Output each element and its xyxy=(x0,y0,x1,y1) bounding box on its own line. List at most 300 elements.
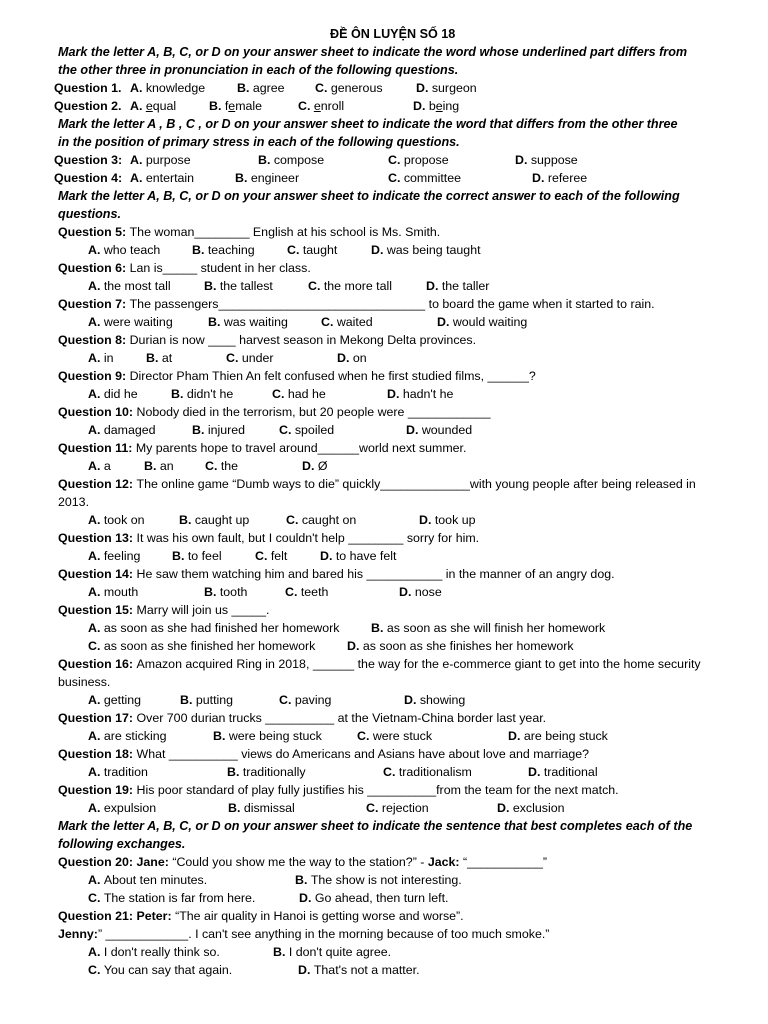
answer-option xyxy=(88,350,114,366)
question-continuation: 2013. xyxy=(58,495,90,509)
question-stem xyxy=(58,710,546,726)
answer-option xyxy=(287,242,337,258)
option-letter: A. xyxy=(88,315,104,329)
option-text: had he xyxy=(287,387,326,401)
answer-option xyxy=(388,170,461,186)
underlined-letter: e xyxy=(313,99,321,113)
answer-option xyxy=(497,800,565,816)
answer-option xyxy=(299,890,448,906)
answer-option xyxy=(204,584,247,600)
answer-option xyxy=(272,386,326,402)
option-letter: A. xyxy=(130,171,146,185)
option-letter: A. xyxy=(88,801,104,815)
option-text: as soon as she will finish her homework xyxy=(386,621,606,635)
option-text: are sticking xyxy=(103,729,167,743)
question-label: Question 18: xyxy=(58,747,137,761)
option-text: referee xyxy=(547,171,588,185)
option-text: I don't really think so. xyxy=(103,945,220,959)
underlined-letter: g xyxy=(449,81,456,95)
option-letter: C. xyxy=(279,423,295,437)
option-letter: D. xyxy=(508,729,524,743)
question-text: Director Pham Thien An felt confused when he first studied films, ______? xyxy=(129,369,536,383)
question-stem xyxy=(54,98,125,114)
option-text-pre: knowled xyxy=(145,81,192,95)
answer-option xyxy=(285,584,328,600)
instruction-line: questions. xyxy=(58,207,121,221)
option-text: was being taught xyxy=(386,243,481,257)
answer-option xyxy=(383,764,472,780)
question-text: It was his own fault, but I couldn't help ________ sorry for him. xyxy=(136,531,480,545)
option-text: caught up xyxy=(194,513,250,527)
option-text: are being stuck xyxy=(523,729,608,743)
answer-option xyxy=(437,314,527,330)
answer-option xyxy=(192,422,245,438)
question-stem xyxy=(54,152,126,168)
question-stem xyxy=(58,746,589,762)
option-text-post: eon xyxy=(455,81,477,95)
option-letter: D. xyxy=(413,99,429,113)
answer-option xyxy=(404,692,465,708)
option-letter: B. xyxy=(228,801,244,815)
answer-option xyxy=(515,152,578,168)
question-label: Question 9: xyxy=(58,369,130,383)
option-text: That's not a matter. xyxy=(313,963,420,977)
answer-option xyxy=(204,278,273,294)
option-text: suppose xyxy=(530,153,578,167)
option-text-pre: sur xyxy=(431,81,450,95)
option-text: traditional xyxy=(543,765,598,779)
answer-option xyxy=(146,350,172,366)
answer-option xyxy=(528,764,598,780)
option-text: were being stuck xyxy=(228,729,322,743)
speaker-name: Jenny: xyxy=(58,927,98,941)
option-text: at xyxy=(161,351,173,365)
option-letter: A. xyxy=(88,765,104,779)
question-stem xyxy=(58,530,479,546)
option-text: teaching xyxy=(207,243,255,257)
option-letter: D. xyxy=(337,351,353,365)
option-letter: B. xyxy=(273,945,289,959)
answer-option xyxy=(88,872,207,888)
answer-option xyxy=(130,80,205,96)
question-stem xyxy=(58,404,491,420)
option-text: an xyxy=(159,459,174,473)
option-letter: D. xyxy=(387,387,403,401)
option-letter: B. xyxy=(209,99,225,113)
answer-option xyxy=(88,548,140,564)
answer-option xyxy=(88,638,315,654)
question-text: The passengers______________________________ to board the game when it started to rain. xyxy=(129,297,655,311)
option-letter: C. xyxy=(298,99,314,113)
option-letter: C. xyxy=(279,693,295,707)
question-label: Question 11: xyxy=(58,441,136,455)
question-stem xyxy=(58,296,655,312)
answer-option xyxy=(130,98,176,114)
answer-option xyxy=(258,152,324,168)
answer-option xyxy=(273,944,391,960)
answer-option xyxy=(237,80,285,96)
option-text: as soon as she finished her homework xyxy=(103,639,316,653)
option-text: were stuck xyxy=(372,729,433,743)
option-text-post: nroll xyxy=(320,99,345,113)
question-label: Question 21: xyxy=(58,909,137,923)
instruction-line: Mark the letter A, B, C, or D on your answer sheet to indicate the correct answer to each of the following xyxy=(58,189,680,203)
option-letter: C. xyxy=(286,513,302,527)
option-text: the most tall xyxy=(103,279,171,293)
option-letter: D. xyxy=(406,423,422,437)
answer-option xyxy=(88,944,220,960)
answer-option xyxy=(88,620,339,636)
option-letter: B. xyxy=(295,873,311,887)
option-letter: C. xyxy=(226,351,242,365)
option-letter: A. xyxy=(88,621,104,635)
option-text: was waiting xyxy=(223,315,288,329)
option-text: Go ahead, then turn left. xyxy=(314,891,449,905)
question-label: Question 6: xyxy=(58,261,130,275)
underlined-letter: g xyxy=(330,81,338,95)
option-letter: D. xyxy=(497,801,513,815)
option-text: paving xyxy=(294,693,332,707)
option-letter: B. xyxy=(179,513,195,527)
speaker-name: Jane: xyxy=(136,855,169,869)
answer-option xyxy=(315,80,383,96)
question-label: Question 3: xyxy=(54,153,126,167)
answer-option xyxy=(279,692,331,708)
option-letter: B. xyxy=(192,243,208,257)
option-letter: A. xyxy=(88,423,104,437)
option-text: engineer xyxy=(250,171,300,185)
question-continuation: business. xyxy=(58,675,111,689)
dialogue-line xyxy=(58,908,464,924)
question-label: Question 12: xyxy=(58,477,137,491)
option-letter: D. xyxy=(404,693,420,707)
option-letter: D. xyxy=(347,639,363,653)
option-text: entertain xyxy=(145,171,195,185)
answer-option xyxy=(88,692,141,708)
dialogue-line xyxy=(58,854,547,870)
question-text: Durian is now ____ harvest season in Mekong Delta provinces. xyxy=(129,333,477,347)
answer-option xyxy=(279,422,334,438)
answer-option xyxy=(406,422,472,438)
option-text-post: male xyxy=(235,99,263,113)
option-text: as soon as she had finished her homework xyxy=(103,621,340,635)
answer-option xyxy=(130,170,194,186)
question-label: Question 17: xyxy=(58,711,137,725)
answer-option xyxy=(371,242,481,258)
answer-option xyxy=(321,314,373,330)
question-text: Marry will join us _____. xyxy=(136,603,270,617)
option-text-post: ree xyxy=(266,81,285,95)
option-letter: B. xyxy=(371,621,387,635)
answer-option xyxy=(298,98,344,114)
answer-option xyxy=(399,584,442,600)
option-letter: A. xyxy=(88,549,104,563)
option-letter: C. xyxy=(315,81,331,95)
underlined-letter: e xyxy=(228,99,236,113)
underlined-letter: e xyxy=(145,99,153,113)
option-text: took on xyxy=(103,513,145,527)
option-letter: B. xyxy=(192,423,208,437)
answer-option xyxy=(337,350,367,366)
option-text: a xyxy=(103,459,111,473)
question-text: What __________ views do Americans and Asians have about love and marriage? xyxy=(136,747,590,761)
option-letter: B. xyxy=(204,279,220,293)
question-label: Question 16: xyxy=(58,657,137,671)
option-letter: A. xyxy=(88,387,104,401)
option-text: nose xyxy=(414,585,442,599)
answer-option xyxy=(416,80,477,96)
option-text: in xyxy=(103,351,114,365)
option-text: propose xyxy=(403,153,449,167)
question-label: Question 20: xyxy=(58,855,137,869)
answer-option xyxy=(286,512,356,528)
option-text: caught on xyxy=(301,513,357,527)
option-text: Ø xyxy=(317,459,328,473)
question-text: Over 700 durian trucks __________ at the Vietnam-China border last year. xyxy=(136,711,547,725)
option-text: About ten minutes. xyxy=(103,873,208,887)
answer-option xyxy=(88,512,145,528)
question-text: Nobody died in the terrorism, but 20 people were ____________ xyxy=(136,405,491,419)
option-text: committee xyxy=(403,171,461,185)
question-text: The woman________ English at his school is Ms. Smith. xyxy=(129,225,441,239)
option-letter: D. xyxy=(371,243,387,257)
question-stem xyxy=(54,80,125,96)
option-text: the tallest xyxy=(219,279,273,293)
answer-option xyxy=(508,728,608,744)
dialogue-text: “___________” xyxy=(459,855,548,869)
option-text: compose xyxy=(273,153,325,167)
option-letter: C. xyxy=(357,729,373,743)
option-letter: A. xyxy=(88,351,104,365)
option-text: exclusion xyxy=(512,801,565,815)
option-text: as soon as she finishes her homework xyxy=(362,639,574,653)
dialogue-line xyxy=(58,926,549,942)
answer-option xyxy=(192,242,255,258)
option-letter: A. xyxy=(130,81,146,95)
question-label: Question 10: xyxy=(58,405,137,419)
option-text: to have felt xyxy=(335,549,397,563)
option-text: mouth xyxy=(103,585,139,599)
option-text: did he xyxy=(103,387,138,401)
option-letter: A. xyxy=(88,279,104,293)
option-letter: C. xyxy=(272,387,288,401)
question-label: Question 8: xyxy=(58,333,130,347)
option-letter: A. xyxy=(88,693,104,707)
answer-option xyxy=(347,638,574,654)
answer-option xyxy=(144,458,174,474)
question-stem xyxy=(58,332,476,348)
option-text: hadn't he xyxy=(402,387,454,401)
option-letter: A. xyxy=(88,585,104,599)
underlined-letter: e xyxy=(435,99,443,113)
answer-option xyxy=(419,512,476,528)
dialogue-text: “The air quality in Hanoi is getting worse and worse”. xyxy=(171,909,464,923)
answer-option xyxy=(366,800,429,816)
page-title: ĐỀ ÔN LUYỆN SỐ 18 xyxy=(330,27,456,41)
instruction-line: Mark the letter A, B, C, or D on your answer sheet to indicate the sentence that best completes each of the xyxy=(58,819,693,833)
option-letter: A. xyxy=(88,945,104,959)
instruction-line: following exchanges. xyxy=(58,837,186,851)
option-letter: B. xyxy=(180,693,196,707)
option-text: damaged xyxy=(103,423,156,437)
answer-option xyxy=(226,350,274,366)
answer-option xyxy=(171,386,233,402)
option-text: rejection xyxy=(381,801,429,815)
question-label: Question 19: xyxy=(58,783,137,797)
answer-option xyxy=(88,278,171,294)
option-letter: A. xyxy=(88,729,104,743)
option-text: showing xyxy=(419,693,466,707)
option-letter: A. xyxy=(88,513,104,527)
answer-option xyxy=(228,800,295,816)
option-letter: B. xyxy=(172,549,188,563)
instruction-line: in the position of primary stress in each of the following questions. xyxy=(58,135,460,149)
option-letter: A. xyxy=(88,873,104,887)
answer-option xyxy=(88,386,138,402)
option-text-post: ing xyxy=(442,99,460,113)
option-text: waited xyxy=(336,315,373,329)
option-text: traditionalism xyxy=(398,765,472,779)
option-text: purpose xyxy=(145,153,191,167)
underlined-letter: g xyxy=(259,81,267,95)
answer-option xyxy=(209,98,262,114)
answer-option xyxy=(205,458,238,474)
question-text: His poor standard of play fully justifies his __________from the team for the next match. xyxy=(136,783,619,797)
answer-option xyxy=(88,458,111,474)
question-stem xyxy=(58,656,701,672)
option-text: injured xyxy=(207,423,246,437)
instruction-line: Mark the letter A, B, C, or D on your answer sheet to indicate the word whose underlined part differs from xyxy=(58,45,688,59)
instruction-line: Mark the letter A , B , C , or D on your answer sheet to indicate the word that differs from the other three xyxy=(58,117,678,131)
answer-option xyxy=(88,242,160,258)
question-label: Question 7: xyxy=(58,297,130,311)
option-text: tooth xyxy=(219,585,248,599)
option-letter: B. xyxy=(213,729,229,743)
question-label: Question 4: xyxy=(54,171,126,185)
option-letter: C. xyxy=(255,549,271,563)
answer-option xyxy=(130,152,191,168)
speaker-name: Jack: xyxy=(427,855,460,869)
option-letter: B. xyxy=(171,387,187,401)
option-text: wounded xyxy=(421,423,473,437)
option-letter: D. xyxy=(532,171,548,185)
question-text: Lan is_____ student in her class. xyxy=(129,261,311,275)
option-letter: C. xyxy=(388,171,404,185)
answer-option xyxy=(88,584,138,600)
option-text: on xyxy=(352,351,367,365)
answer-option xyxy=(371,620,605,636)
question-label: Question 2. xyxy=(54,99,125,113)
question-text: Amazon acquired Ring in 2018, ______ the way for the e-commerce giant to get into the home security xyxy=(136,657,701,671)
option-letter: A. xyxy=(88,243,104,257)
option-text: taught xyxy=(302,243,338,257)
option-letter: A. xyxy=(130,153,146,167)
question-label: Question 5: xyxy=(58,225,130,239)
question-stem xyxy=(54,170,126,186)
answer-option xyxy=(88,422,156,438)
question-text: The online game “Dumb ways to die” quickly_____________with young people after being released in xyxy=(136,477,696,491)
option-text: to feel xyxy=(187,549,222,563)
dialogue-text: “Could you show me the way to the station?” - xyxy=(168,855,428,869)
option-letter: B. xyxy=(235,171,251,185)
option-letter: D. xyxy=(416,81,432,95)
option-text: the more tall xyxy=(323,279,393,293)
option-letter: B. xyxy=(258,153,274,167)
option-letter: B. xyxy=(144,459,160,473)
question-stem xyxy=(58,566,615,582)
question-stem xyxy=(58,602,269,618)
answer-option xyxy=(357,728,432,744)
option-letter: D. xyxy=(528,765,544,779)
question-stem xyxy=(58,368,536,384)
answer-option xyxy=(295,872,462,888)
answer-option xyxy=(88,800,156,816)
underlined-letter: g xyxy=(191,81,199,95)
speaker-name: Peter: xyxy=(136,909,172,923)
option-letter: B. xyxy=(227,765,243,779)
option-letter: C. xyxy=(366,801,382,815)
option-letter: D. xyxy=(302,459,318,473)
answer-option xyxy=(227,764,306,780)
answer-option xyxy=(426,278,489,294)
option-text: dismissal xyxy=(243,801,295,815)
option-letter: D. xyxy=(399,585,415,599)
option-text-pre: b xyxy=(428,99,436,113)
option-text: The show is not interesting. xyxy=(310,873,462,887)
option-letter: B. xyxy=(146,351,162,365)
option-text-post: qual xyxy=(152,99,177,113)
option-text: would waiting xyxy=(452,315,528,329)
option-letter: C. xyxy=(388,153,404,167)
option-letter: C. xyxy=(88,891,104,905)
option-text-pre: f xyxy=(224,99,229,113)
instruction-line: the other three in pronunciation in each of the following questions. xyxy=(58,63,459,77)
answer-option xyxy=(213,728,322,744)
question-stem xyxy=(58,440,466,456)
answer-option xyxy=(387,386,453,402)
answer-option xyxy=(179,512,249,528)
answer-option xyxy=(88,962,232,978)
answer-option xyxy=(320,548,396,564)
option-letter: A. xyxy=(130,99,146,113)
option-letter: C. xyxy=(383,765,399,779)
option-letter: B. xyxy=(208,315,224,329)
answer-option xyxy=(413,98,459,114)
question-label: Question 15: xyxy=(58,603,137,617)
answer-option xyxy=(235,170,299,186)
dialogue-text: ” ____________. I can't see anything in the morning because of too much smoke.” xyxy=(97,927,550,941)
option-text: feeling xyxy=(103,549,141,563)
option-letter: C. xyxy=(285,585,301,599)
option-text: who teach xyxy=(103,243,161,257)
option-letter: D. xyxy=(299,891,315,905)
option-text: I don't quite agree. xyxy=(288,945,392,959)
option-letter: B. xyxy=(204,585,220,599)
question-text: He saw them watching him and bared his ___________ in the manner of an angry dog. xyxy=(136,567,615,581)
option-text-post: enerous xyxy=(337,81,383,95)
question-stem xyxy=(58,476,696,492)
option-letter: C. xyxy=(205,459,221,473)
option-text: The station is far from here. xyxy=(103,891,256,905)
option-text: under xyxy=(241,351,274,365)
option-text: expulsion xyxy=(103,801,157,815)
option-letter: D. xyxy=(320,549,336,563)
answer-option xyxy=(88,728,167,744)
question-label: Question 1. xyxy=(54,81,125,95)
option-text: putting xyxy=(195,693,234,707)
answer-option xyxy=(308,278,392,294)
answer-option xyxy=(88,764,148,780)
